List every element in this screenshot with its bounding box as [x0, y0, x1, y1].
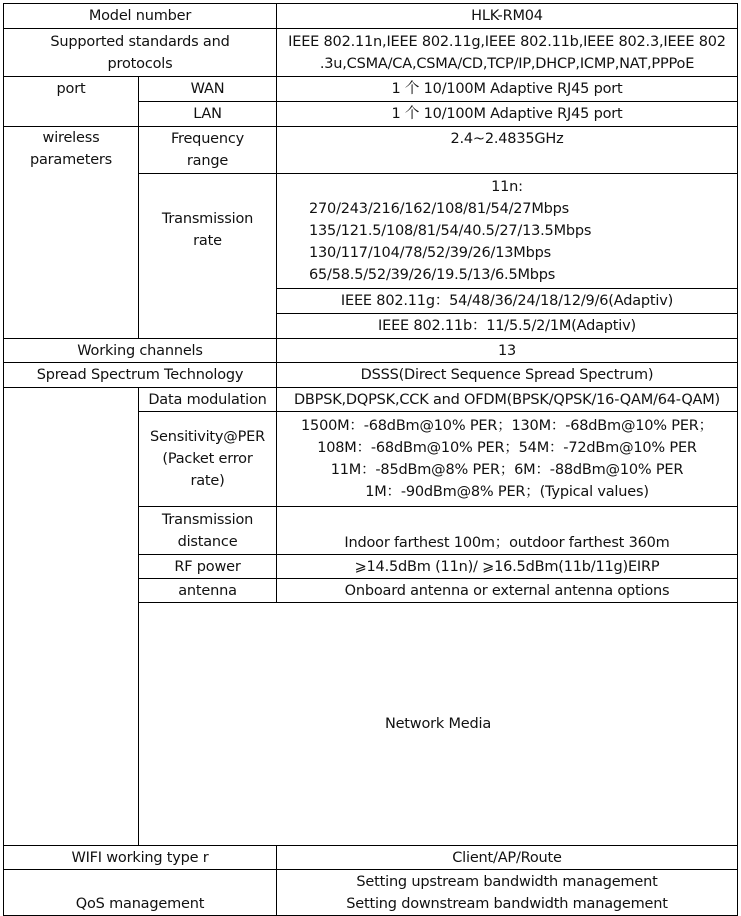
blank-cell [4, 388, 139, 846]
port-label: port [4, 77, 139, 127]
row-wifi-working-type [4, 846, 738, 870]
data-modulation-value: DBPSK,DQPSK,CCK and OFDM(BPSK/QPSK/16-QAM/64-QAM) [277, 388, 738, 412]
data-modulation-label: Data modulation [139, 388, 277, 412]
spread-spectrum-label: Spread Spectrum Technology [4, 363, 277, 388]
sensitivity-value: 1500M：-68dBm@10% PER；130M：-68dBm@10% PER； 108M：-68dBm@10% PER；54M：-72dBm@10% PER 11M：-85dBm@8% PER；6M：-88dBm@10% PER 1M：-90dBm@8% PER；(Typical values) [277, 412, 738, 507]
spread-spectrum-value: DSSS(Direct Sequence Spread Spectrum) [277, 363, 738, 388]
transmission-distance-label: Transmission distance [139, 507, 277, 555]
row-data-modulation [4, 388, 738, 412]
row-qos [4, 870, 738, 916]
wan-label: WAN [139, 77, 277, 102]
model-number-label: Model number [4, 4, 277, 29]
spec-table [3, 3, 738, 916]
antenna-value: Onboard antenna or external antenna options [277, 579, 738, 603]
qos-label: QoS management [4, 870, 277, 916]
standards-value: IEEE 802.11n,IEEE 802.11g,IEEE 802.11b,IEEE 802.3,IEEE 802 .3u,CSMA/CA,CSMA/CD,TCP/IP,DHCP,ICMP,NAT,PPPoE [277, 29, 738, 77]
rate-11g-value: IEEE 802.11g：54/48/36/24/18/12/9/6(Adaptiv) [277, 289, 738, 314]
antenna-label: antenna [139, 579, 277, 603]
row-model-number [4, 4, 738, 29]
transmission-distance-value: Indoor farthest 100m；outdoor farthest 360m [277, 507, 738, 555]
lan-value: 1 个 10/100M Adaptive RJ45 port [277, 102, 738, 127]
lan-label: LAN [139, 102, 277, 127]
working-channels-label: Working channels [4, 339, 277, 363]
network-media-label: Network Media [139, 603, 738, 846]
wan-value: 1 个 10/100M Adaptive RJ45 port [277, 77, 738, 102]
rf-power-value: ⩾14.5dBm (11n)/ ⩾16.5dBm(11b/11g)EIRP [277, 555, 738, 579]
working-channels-value: 13 [277, 339, 738, 363]
rate-11n-value: 11n: 270/243/216/162/108/81/54/27Mbps 135/121.5/108/81/54/40.5/27/13.5Mbps 130/117/104/78/52/39/26/13Mbps 65/58.5/52/39/26/19.5/13/6.5Mbps [277, 174, 738, 289]
transmission-rate-label: Transmission rate [139, 174, 277, 339]
model-number-value: HLK-RM04 [277, 4, 738, 29]
row-frequency [4, 127, 738, 174]
wireless-label: wireless parameters [4, 127, 139, 339]
row-working-channels [4, 339, 738, 363]
frequency-value: 2.4~2.4835GHz [277, 127, 738, 174]
row-standards [4, 29, 738, 77]
rate-11b-value: IEEE 802.11b：11/5.5/2/1M(Adaptiv) [277, 314, 738, 339]
row-port-wan [4, 77, 738, 102]
sensitivity-label: Sensitivity@PER (Packet error rate) [139, 412, 277, 507]
wifi-working-type-label: WIFI working type r [4, 846, 277, 870]
wifi-working-type-value: Client/AP/Route [277, 846, 738, 870]
frequency-label: Frequency range [139, 127, 277, 174]
standards-label: Supported standards and protocols [4, 29, 277, 77]
qos-value: Setting upstream bandwidth management Setting downstream bandwidth management [277, 870, 738, 916]
rf-power-label: RF power [139, 555, 277, 579]
row-spread-spectrum [4, 363, 738, 388]
